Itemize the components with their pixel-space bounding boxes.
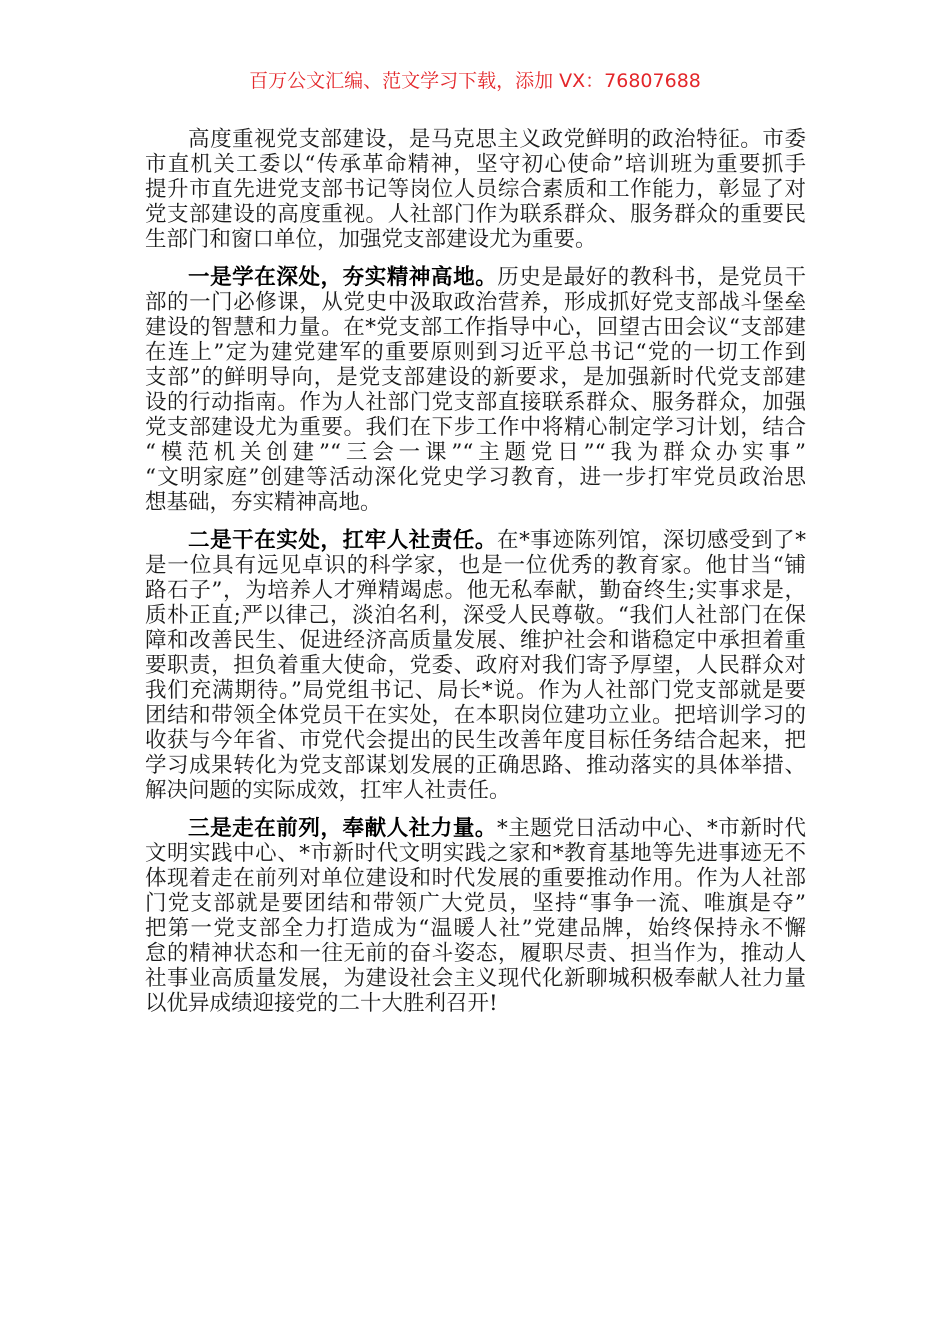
- text-line: [145, 841, 806, 866]
- line-text: 党支部建设的高度重视。人社部门作为联系群众、服务群众的重要民: [145, 202, 806, 227]
- text-line: [145, 628, 806, 653]
- text-line: [145, 603, 806, 628]
- line-text: 高度重视党支部建设，是马克思主义政党鲜明的政治特征。市委: [188, 127, 806, 152]
- line-text: 以优异成绩迎接党的二十大胜利召开!: [145, 991, 498, 1016]
- text-line: [145, 678, 806, 703]
- line-text: 体现着走在前列对单位建设和时代发展的重要推动作用。作为人社部: [145, 866, 806, 891]
- text-line: [145, 653, 806, 678]
- line-text: 质朴正直;严以律己，淡泊名利，深受人民尊敬。“我们人社部门在保: [145, 603, 806, 628]
- text-line: [145, 440, 806, 465]
- text-line: [145, 941, 806, 966]
- text-line: [145, 415, 806, 440]
- line-text: *主题党日活动中心、*市新时代: [497, 816, 806, 841]
- line-text: 党支部建设尤为重要。我们在下步工作中将精心制定学习计划，结合: [145, 415, 806, 440]
- text-line: [145, 152, 806, 177]
- line-text: 团结和带领全体党员干在实处，在本职岗位建功立业。把培训学习的: [145, 703, 806, 728]
- line-text: 路石子”，为培养人才殚精竭虑。他无私奉献，勤奋终生;实事求是，: [145, 578, 806, 603]
- text-line: [145, 227, 806, 252]
- line-text: 门党支部就是要团结和带领广大党员，坚持“事争一流、唯旗是夺”: [145, 891, 806, 916]
- line-text: 在连上”定为建党建军的重要原则到习近平总书记“党的一切工作到: [145, 340, 806, 365]
- text-line: [145, 891, 806, 916]
- text-line: [145, 916, 806, 941]
- line-text: “模范机关创建”“三会一课”“主题党日”“我为群众办实事”: [145, 440, 806, 465]
- line-text: 学习成果转化为党支部谋划发展的正确思路、推动落实的具体举措、: [145, 753, 806, 778]
- line-text: 提升市直先进党支部书记等岗位人员综合素质和工作能力，彰显了对: [145, 177, 806, 202]
- line-text: 市直机关工委以“传承革命精神，坚守初心使命”培训班为重要抓手: [145, 152, 806, 177]
- text-line: [145, 991, 806, 1016]
- paragraph: [145, 816, 806, 1016]
- line-text: 建设的智慧和力量。在*党支部工作指导中心，回望古田会议“支部建: [145, 315, 806, 340]
- paragraph: [145, 265, 806, 515]
- text-line: [145, 265, 806, 290]
- line-text: 社事业高质量发展，为建设社会主义现代化新聊城积极奉献人社力量: [145, 966, 806, 991]
- text-line: [145, 866, 806, 891]
- text-line: [145, 390, 806, 415]
- text-line: [145, 490, 806, 515]
- line-text: 想基础，夯实精神高地。: [145, 490, 382, 515]
- paragraph-lead-heading: 一是学在深处，夯实精神高地。: [188, 265, 498, 290]
- line-text: 支部”的鲜明导向，是党支部建设的新要求，是加强新时代党支部建: [145, 365, 806, 390]
- line-text: 是一位具有远见卓识的科学家，也是一位优秀的教育家。他甘当“铺: [145, 553, 806, 578]
- line-text: 要职责，担负着重大使命，党委、政府对我们寄予厚望，人民群众对: [145, 653, 806, 678]
- text-line: [145, 578, 806, 603]
- line-text: 障和改善民生、促进经济高质量发展、维护社会和谐稳定中承担着重: [145, 628, 806, 653]
- text-line: [145, 290, 806, 315]
- text-line: [145, 340, 806, 365]
- line-text: 历史是最好的教科书，是党员干: [497, 265, 806, 290]
- line-text: 生部门和窗口单位，加强党支部建设尤为重要。: [145, 227, 597, 252]
- line-text: 把第一党支部全力打造成为“温暖人社”党建品牌，始终保持永不懈: [145, 916, 806, 941]
- text-line: [145, 703, 806, 728]
- text-line: [145, 966, 806, 991]
- document-body: [145, 127, 806, 1029]
- text-line: [145, 465, 806, 490]
- line-text: 在*事迹陈列馆，深切感受到了*: [497, 528, 806, 553]
- text-line: [145, 778, 806, 803]
- text-line: [145, 753, 806, 778]
- paragraph: [145, 127, 806, 252]
- paragraph-lead-heading: 三是走在前列，奉献人社力量。: [188, 816, 497, 841]
- text-line: [145, 202, 806, 227]
- text-line: [145, 553, 806, 578]
- text-line: [145, 728, 806, 753]
- text-line: [145, 365, 806, 390]
- watermark-header: 百万公文汇编、范文学习下载，添加 VX：76807688: [249, 70, 701, 92]
- text-line: [145, 816, 806, 841]
- text-line: [145, 315, 806, 340]
- line-text: 解决问题的实际成效，扛牢人社责任。: [145, 778, 511, 803]
- text-line: [145, 177, 806, 202]
- line-text: 收获与今年省、市党代会提出的民生改善年度目标任务结合起来，把: [145, 728, 806, 753]
- paragraph-lead-heading: 二是干在实处，扛牢人社责任。: [188, 528, 497, 553]
- line-text: 部的一门必修课，从党史中汲取政治营养，形成抓好党支部战斗堡垒: [145, 290, 806, 315]
- line-text: 怠的精神状态和一往无前的奋斗姿态，履职尽责、担当作为，推动人: [145, 941, 806, 966]
- line-text: 设的行动指南。作为人社部门党支部直接联系群众、服务群众，加强: [145, 390, 806, 415]
- paragraph: [145, 528, 806, 803]
- line-text: 文明实践中心、*市新时代文明实践之家和*教育基地等先进事迹无不: [145, 841, 806, 866]
- line-text: 我们充满期待。”局党组书记、局长*说。作为人社部门党支部就是要: [145, 678, 806, 703]
- text-line: [145, 528, 806, 553]
- text-line: [145, 127, 806, 152]
- line-text: “文明家庭”创建等活动深化党史学习教育，进一步打牢党员政治思: [145, 465, 806, 490]
